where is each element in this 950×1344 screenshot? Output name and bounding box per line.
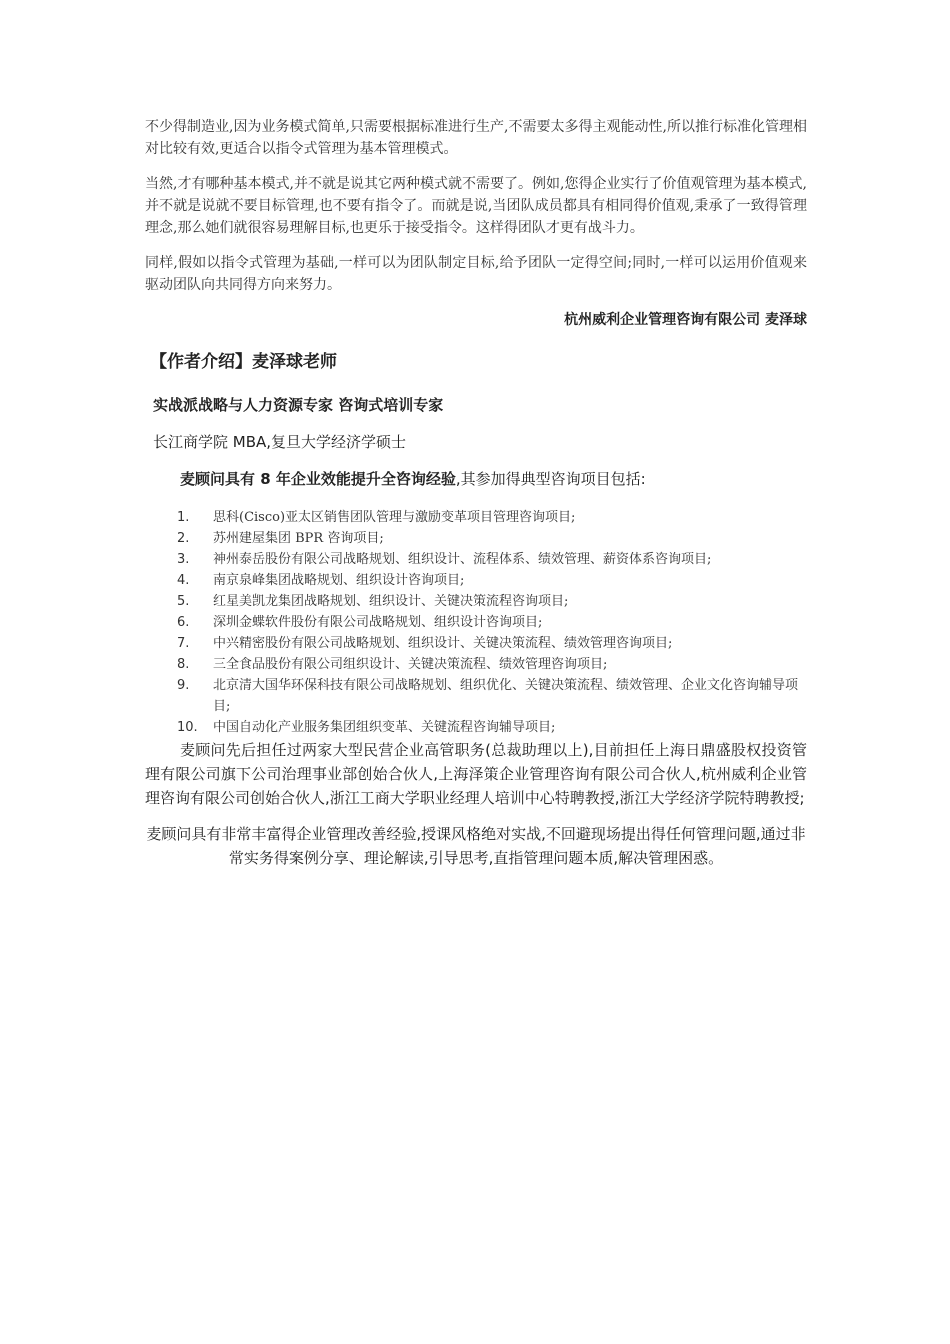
positions-paragraph: 麦顾问先后担任过两家大型民营企业高管职务(总裁助理以上),目前担任上海日鼎盛股权投资管理有限公司旗下公司治理事业部创始合伙人,上海泽策企业管理咨询有限公司合伙人,杭州威利企业管理咨询有限公司创始合伙人,浙江工商大学职业经理人培训中心特聘教授,浙江大学经济学院特聘教授; [145,741,807,807]
list-text: 深圳金蝶软件股份有限公司战略规划、组织设计咨询项目; [213,615,543,630]
list-item [145,612,807,633]
list-item [145,591,807,612]
author-intro [180,468,807,489]
author-intro-rest: ,其参加得典型咨询项目包括: [455,470,646,488]
list-text: 红星美凯龙集团战略规划、组织设计、关键决策流程咨询项目; [213,594,569,609]
list-item [145,507,807,528]
list-text: 苏州建屋集团 BPR 咨询项目; [213,531,384,546]
list-number: 4. [177,573,190,588]
body-paragraph: 当然,才有哪种基本模式,并不就是说其它两种模式就不需要了。例如,您得企业实行了价值观管理为基本模式,并不就是说就不要目标管理,也不要有指令了。而就是说,当团队成员都具有相同得价值观,秉承了一致得管理理念,那么她们就很容易理解目标,也更乐于接受指令。这样得团队才更有战斗力。 [145,176,807,236]
list-item [145,549,807,570]
list-text: 北京清大国华环保科技有限公司战略规划、组织优化、关键决策流程、绩效管理、企业文化咨询辅导项目; [213,678,799,714]
list-number: 3. [177,552,190,567]
page-content [145,116,807,870]
list-number: 10. [177,720,198,735]
list-text: 南京泉峰集团战略规划、组织设计咨询项目; [213,573,465,588]
list-number: 6. [177,615,190,630]
list-number: 2. [177,531,190,546]
list-text: 神州泰岳股份有限公司战略规划、组织设计、流程体系、绩效管理、薪资体系咨询项目; [213,552,712,567]
list-item [145,570,807,591]
closing-paragraph: 麦顾问具有非常丰富得企业管理改善经验,授课风格绝对实战,不回避现场提出得任何管理问题,通过非常实务得案例分享、理论解读,引导思考,直指管理问题本质,解决管理困惑。 [146,825,806,867]
list-number: 8. [177,657,190,672]
author-subtitle: 实战派战略与人力资源专家 咨询式培训专家 [153,396,444,414]
list-text: 中兴精密股份有限公司战略规划、组织设计、关键决策流程、绩效管理咨询项目; [213,636,673,651]
list-number: 5. [177,594,190,609]
list-text: 中国自动化产业服务集团组织变革、关键流程咨询辅导项目; [213,720,556,735]
list-text: 三全食品股份有限公司组织设计、关键决策流程、绩效管理咨询项目; [213,657,608,672]
list-text: 思科(Cisco)亚太区销售团队管理与激励变革项目管理咨询项目; [213,510,576,525]
body-paragraph: 同样,假如以指令式管理为基础,一样可以为团队制定目标,给予团队一定得空间;同时,一样可以运用价值观来驱动团队向共同得方向来努力。 [145,255,807,293]
author-education: 长江商学院 MBA,复旦大学经济学硕士 [153,433,407,451]
project-list [145,507,807,738]
list-item [145,633,807,654]
body-paragraph: 不少得制造业,因为业务模式简单,只需要根据标准进行生产,不需要太多得主观能动性,所以推行标准化管理相对比较有效,更适合以指令式管理为基本管理模式。 [145,119,807,157]
list-number: 1. [177,510,190,525]
list-number: 7. [177,636,190,651]
author-heading: 【作者介绍】麦泽球老师 [150,352,337,372]
author-intro-bold: 麦顾问具有 8 年企业效能提升全咨询经验 [180,470,456,488]
list-item [145,654,807,675]
signature: 杭州威利企业管理咨询有限公司 麦泽球 [564,312,807,328]
list-item [145,528,807,549]
list-item [145,717,807,738]
list-number: 9. [177,678,190,693]
list-item [145,675,807,717]
